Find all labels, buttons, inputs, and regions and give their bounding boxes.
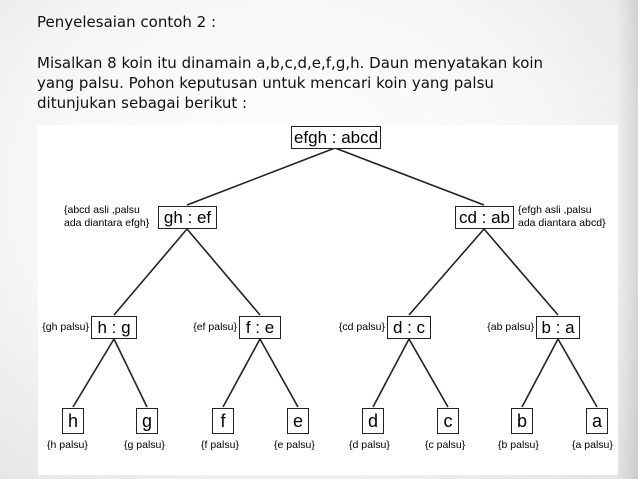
tree-leaf-node: g — [136, 408, 158, 434]
tree-edge — [373, 339, 409, 407]
tree-leaf-note: {e palsu} — [274, 439, 315, 451]
tree-leaf-note: {d palsu} — [349, 439, 390, 451]
tree-edge — [114, 229, 187, 315]
slide-heading: Penyelesaian contoh 2 : — [37, 13, 217, 31]
tree-note-level2: {ab palsu} — [487, 321, 534, 333]
tree-leaf-node: h — [62, 408, 84, 434]
tree-node-level2: h : g — [91, 316, 137, 339]
tree-edge — [187, 229, 260, 315]
tree-leaf-note: {g palsu} — [124, 439, 165, 451]
tree-leaf-node: b — [511, 408, 533, 434]
paragraph-line: yang palsu. Pohon keputusan untuk mencari koin yang palsu — [37, 74, 494, 92]
tree-edge — [522, 339, 558, 407]
tree-node-level2: b : a — [536, 316, 580, 339]
paragraph-line: Misalkan 8 koin itu dinamain a,b,c,d,e,f,g,h. Daun menyatakan koin — [37, 54, 544, 72]
tree-leaf-note: {h palsu} — [47, 439, 88, 451]
tree-note-level1: {efgh asli ,palsu ada diantara abcd} — [518, 204, 606, 229]
tree-edge — [409, 229, 484, 315]
tree-leaf-node: e — [287, 408, 309, 434]
tree-root-node: efgh : abcd — [291, 126, 381, 149]
tree-leaf-note: {c palsu} — [425, 439, 466, 451]
tree-node-level1: gh : ef — [158, 206, 217, 229]
tree-note-level2: {ef palsu} — [193, 321, 237, 333]
tree-leaf-node: a — [586, 408, 608, 434]
tree-leaf-node: f — [212, 408, 234, 434]
tree-edge — [260, 339, 298, 407]
decision-tree-panel — [38, 125, 618, 475]
tree-leaf-node: c — [437, 408, 459, 434]
slide-paragraph — [37, 53, 627, 113]
tree-edge — [484, 229, 558, 315]
tree-edge — [558, 339, 597, 407]
tree-leaf-note: {a palsu} — [572, 439, 613, 451]
tree-edge — [73, 339, 114, 407]
tree-edge — [409, 339, 448, 407]
tree-leaf-note: {f palsu} — [201, 439, 239, 451]
tree-leaf-note: {b palsu} — [498, 439, 539, 451]
tree-node-level2: f : e — [239, 316, 281, 339]
tree-edge — [223, 339, 260, 407]
tree-note-level1: {abcd asli ,palsu ada diantara efgh} — [64, 204, 150, 229]
tree-node-level1: cd : ab — [455, 206, 514, 229]
tree-edge — [335, 148, 484, 205]
tree-edge — [187, 148, 335, 205]
tree-node-level2: d : c — [387, 316, 431, 339]
paragraph-line: ditunjukan sebagai berikut : — [37, 94, 248, 112]
tree-note-level2: {gh palsu} — [42, 321, 89, 333]
tree-leaf-node: d — [362, 408, 384, 434]
tree-note-level2: {cd palsu} — [338, 321, 385, 333]
tree-edge — [114, 339, 147, 407]
